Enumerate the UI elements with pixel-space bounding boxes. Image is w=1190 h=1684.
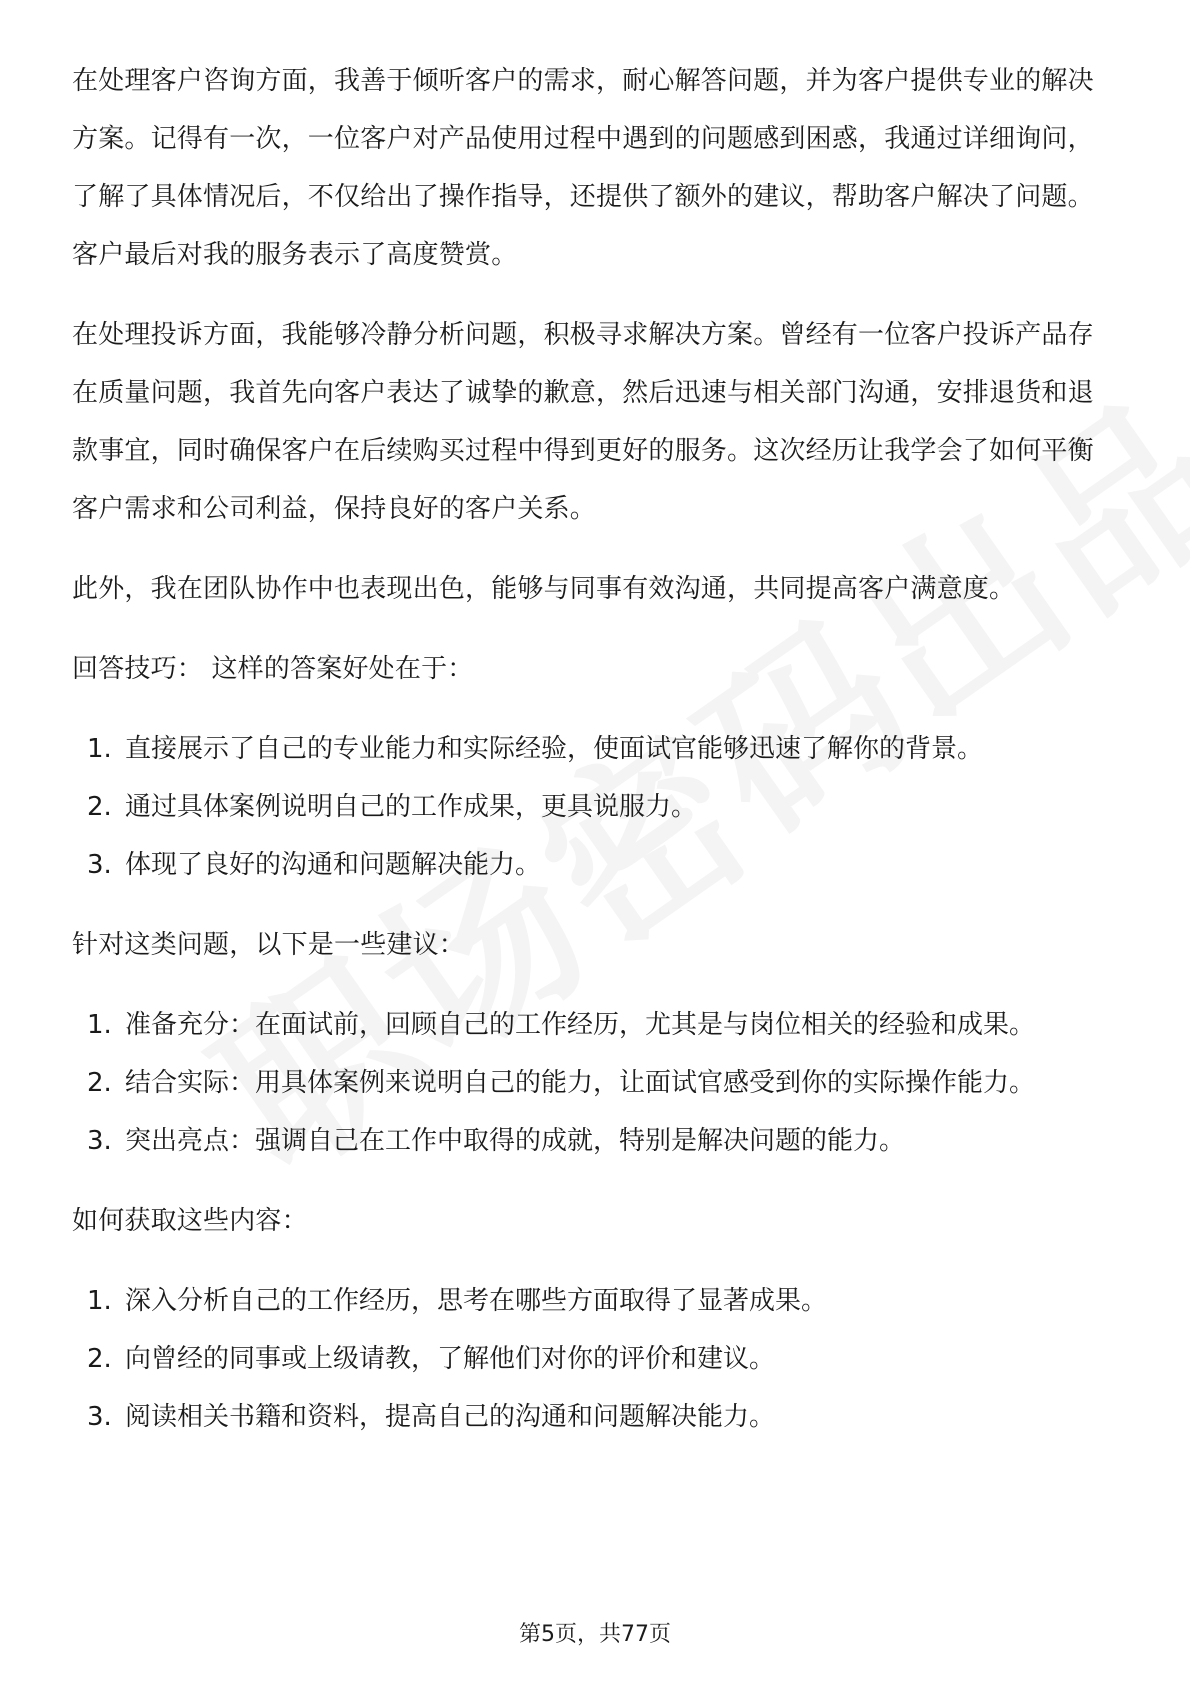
list-number: 1. [87,1286,112,1316]
paragraph-teamwork: 此外，我在团队协作中也表现出色，能够与同事有效沟通，共同提高客户满意度。 [72,574,1016,604]
list-item [72,720,1118,778]
suggestions-heading: 针对这类问题，以下是一些建议： [72,930,466,960]
page-number-footer: 第5页，共77页 [519,1622,671,1647]
list-item [72,1272,1118,1330]
list-text: 体现了良好的沟通和问题解决能力。 [125,850,542,880]
tips-list [72,720,1118,894]
list-item [72,1388,1118,1446]
list-text: 突出亮点：强调自己在工作中取得的成就，特别是解决问题的能力。 [125,1126,906,1156]
list-text: 深入分析自己的工作经历，思考在哪些方面取得了显著成果。 [125,1286,828,1316]
howto-list [72,1272,1118,1446]
list-item [72,1112,1118,1170]
howto-heading: 如何获取这些内容： [72,1206,308,1236]
list-number: 1. [87,1010,112,1040]
list-text: 结合实际：用具体案例来说明自己的能力，让面试官感受到你的实际操作能力。 [125,1068,1036,1098]
list-number: 2. [87,1344,112,1374]
list-text: 通过具体案例说明自己的工作成果，更具说服力。 [125,792,698,822]
list-text: 向曾经的同事或上级请教，了解他们对你的评价和建议。 [125,1344,776,1374]
suggestions-list [72,996,1118,1170]
page-content [72,52,1118,1468]
paragraph-consulting: 在处理客户咨询方面，我善于倾听客户的需求，耐心解答问题，并为客户提供专业的解决方案。记得有一次，一位客户对产品使用过程中遇到的问题感到困惑，我通过详细询问，了解了具体情况后，不仅给出了操作指导，还提供了额外的建议，帮助客户解决了问题。客户最后对我的服务表示了高度赞赏。 [72,66,1094,270]
list-item [72,1054,1118,1112]
list-number: 2. [87,792,112,822]
list-item [72,778,1118,836]
list-number: 3. [87,1402,112,1432]
list-item [72,996,1118,1054]
list-text: 直接展示了自己的专业能力和实际经验，使面试官能够迅速了解你的背景。 [125,734,984,764]
tips-heading: 回答技巧： 这样的答案好处在于： [72,654,474,684]
list-number: 3. [87,1126,112,1156]
list-number: 2. [87,1068,112,1098]
list-item [72,1330,1118,1388]
list-number: 1. [87,734,112,764]
list-item [72,836,1118,894]
list-text: 阅读相关书籍和资料，提高自己的沟通和问题解决能力。 [125,1402,776,1432]
list-text: 准备充分：在面试前，回顾自己的工作经历，尤其是与岗位相关的经验和成果。 [125,1010,1036,1040]
list-number: 3. [87,850,112,880]
paragraph-complaints: 在处理投诉方面，我能够冷静分析问题，积极寻求解决方案。曾经有一位客户投诉产品存在质量问题，我首先向客户表达了诚挚的歉意，然后迅速与相关部门沟通，安排退货和退款事宜，同时确保客户在后续购买过程中得到更好的服务。这次经历让我学会了如何平衡客户需求和公司利益，保持良好的客户关系。 [72,320,1094,524]
